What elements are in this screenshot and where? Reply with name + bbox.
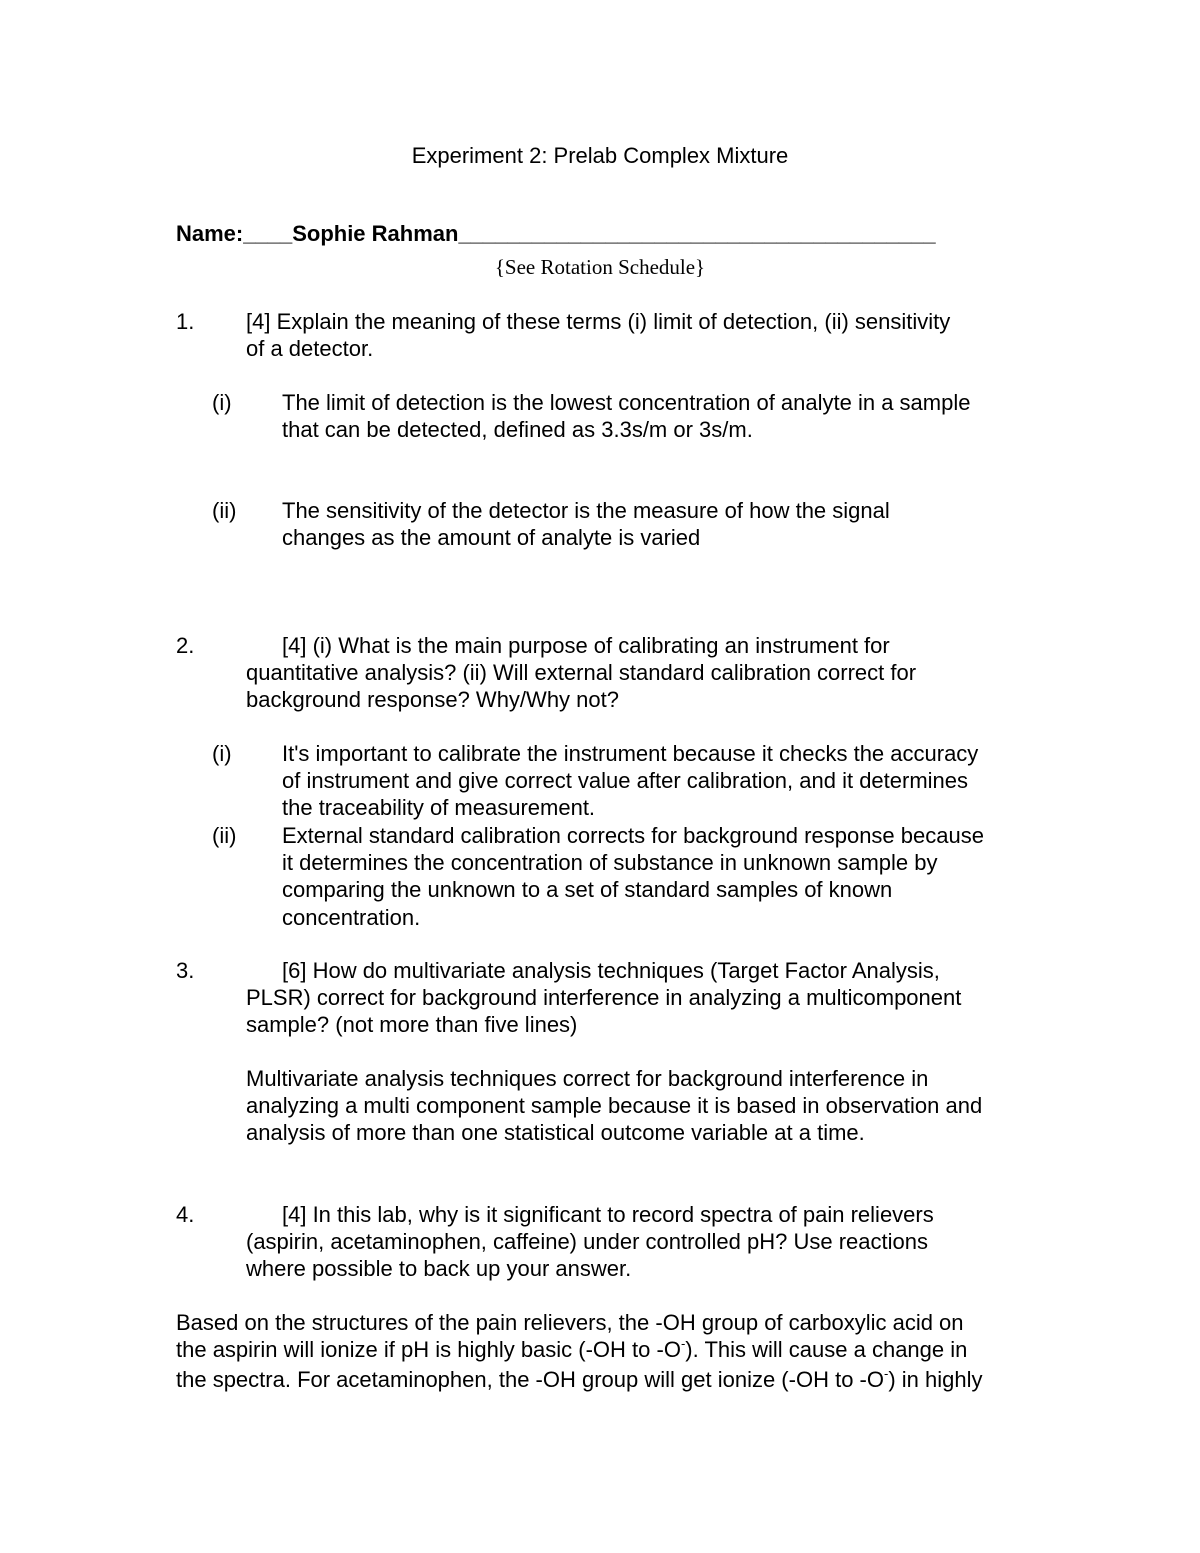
q1-ans-ii-label: (ii) (212, 498, 237, 523)
answer-segment: ) in highly (888, 1367, 983, 1393)
q2-ans-i-text (282, 740, 978, 822)
answer-segment: the aspirin will ionize if pH is highly basic (-OH to -O (176, 1337, 681, 1363)
q1-ans-ii-text (282, 497, 890, 551)
superscript-charge: - (680, 1336, 686, 1352)
q3-text (246, 957, 961, 1039)
q2-text (246, 632, 916, 714)
q2-line: quantitative analysis? (ii) Will external standard calibration correct for (246, 660, 917, 686)
name-blank-suffix: _______________________________________ (458, 221, 936, 246)
q3-line: [6] How do multivariate analysis techniques (Target Factor Analysis, (282, 958, 940, 983)
name-value: Sophie Rahman (292, 221, 459, 246)
answer-segment: the spectra. For acetaminophen, the -OH group will get ionize (-OH to -O (176, 1367, 884, 1393)
answer-line: concentration. (282, 904, 421, 930)
answer-line: The limit of detection is the lowest concentration of analyte in a sample (282, 390, 971, 415)
q4-number: 4. (176, 1202, 195, 1227)
answer-line (176, 1366, 982, 1396)
q1-line: of a detector. (246, 336, 374, 362)
q1-number: 1. (176, 309, 195, 334)
answer-line: comparing the unknown to a set of standard samples of known (282, 877, 893, 903)
q2-ans-ii-label: (ii) (212, 823, 237, 848)
answer-line (176, 1336, 982, 1366)
answer-line: that can be detected, defined as 3.3s/m or 3s/m. (282, 417, 753, 443)
q2-line: background response? Why/Why not? (246, 687, 619, 713)
q3-line: sample? (not more than five lines) (246, 1012, 578, 1038)
q2-ans-ii-text (282, 822, 984, 931)
name-label: Name: (176, 221, 244, 246)
answer-line: It's important to calibrate the instrument because it checks the accuracy (282, 741, 979, 766)
q1-ans-i-label: (i) (212, 390, 232, 415)
answer-line: analyzing a multi component sample because it is based in observation and (246, 1093, 983, 1119)
q3-number: 3. (176, 958, 195, 983)
q1-text (246, 308, 950, 362)
answer-line: changes as the amount of analyte is varied (282, 525, 701, 551)
q4-line: [4] In this lab, why is it significant to record spectra of pain relievers (282, 1202, 934, 1227)
answer-line: Based on the structures of the pain relievers, the -OH group of carboxylic acid on (176, 1310, 964, 1335)
answer-line: the traceability of measurement. (282, 795, 596, 821)
superscript-charge: - (883, 1366, 889, 1382)
answer-line: Multivariate analysis techniques correct for background interference in (246, 1066, 929, 1091)
name-blank-prefix: ____ (243, 221, 293, 246)
q1-line: [4] Explain the meaning of these terms (i) limit of detection, (ii) sensitivity (246, 309, 951, 334)
q2-ans-i-label: (i) (212, 741, 232, 766)
answer-line: analysis of more than one statistical outcome variable at a time. (246, 1120, 865, 1146)
q4-text (246, 1201, 934, 1283)
answer-line: of instrument and give correct value after calibration, and it determines (282, 768, 969, 794)
answer-segment: ). This will cause a change in (685, 1337, 968, 1363)
q2-line: [4] (i) What is the main purpose of calibrating an instrument for (282, 633, 890, 658)
q1-ans-i-text (282, 389, 970, 443)
q4-line: (aspirin, acetaminophen, caffeine) under controlled pH? Use reactions (246, 1229, 928, 1255)
q3-line: PLSR) correct for background interference in analyzing a multicomponent (246, 985, 962, 1011)
q4-answer (176, 1309, 982, 1397)
answer-line: The sensitivity of the detector is the measure of how the signal (282, 498, 890, 523)
schedule-note: {See Rotation Schedule} (494, 255, 706, 279)
q3-answer (246, 1065, 982, 1147)
page-title: Experiment 2: Prelab Complex Mixture (411, 143, 789, 168)
q4-line: where possible to back up your answer. (246, 1256, 632, 1282)
answer-line: External standard calibration corrects for background response because (282, 823, 984, 848)
answer-line: it determines the concentration of substance in unknown sample by (282, 850, 938, 876)
q2-number: 2. (176, 633, 195, 658)
name-line (176, 220, 936, 247)
